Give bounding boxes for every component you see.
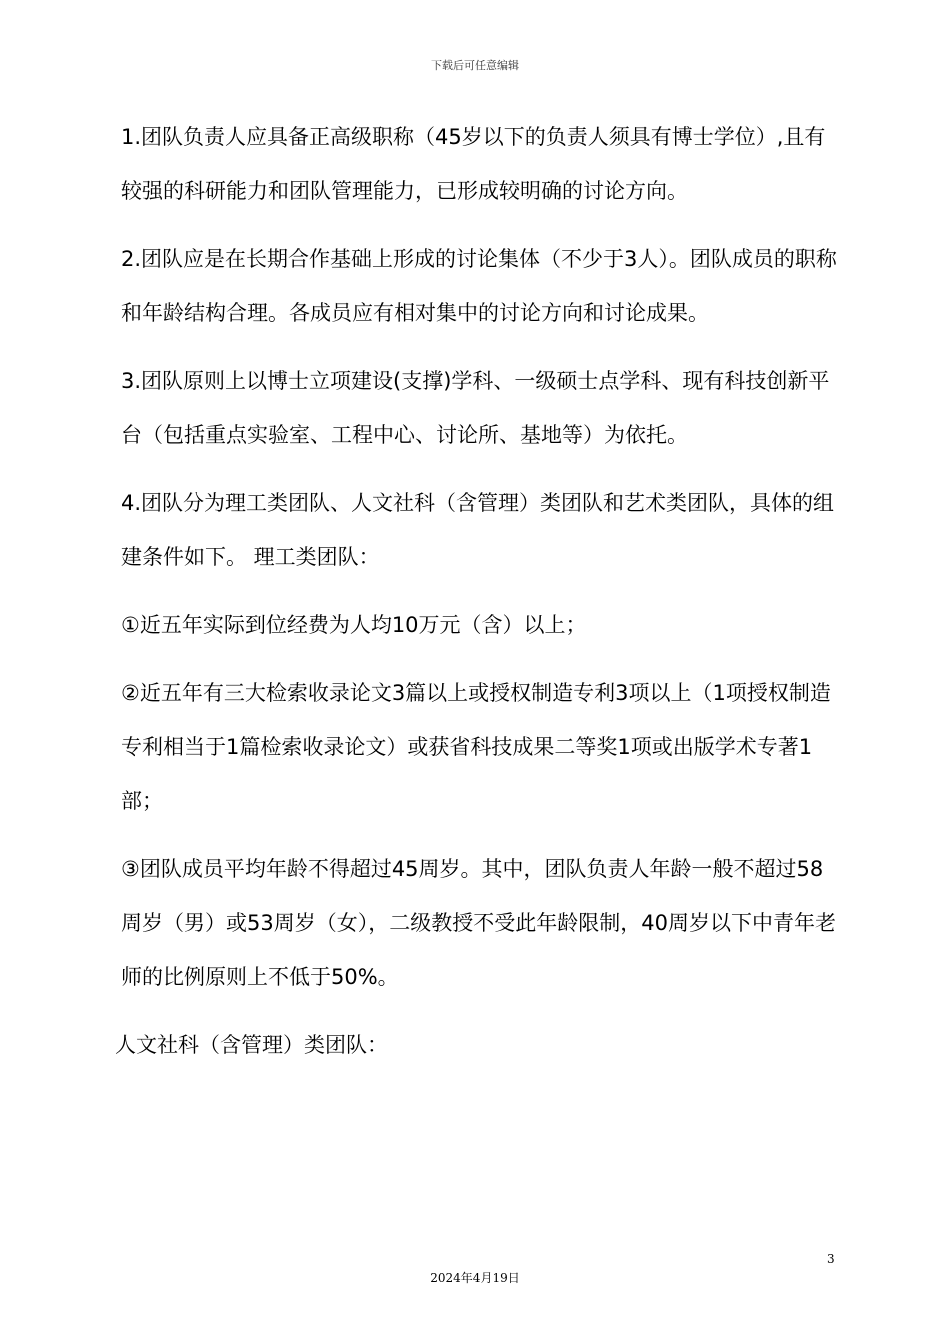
document-body [115,110,840,1086]
paragraph-4: 4.团队分为理工类团队、人文社科（含管理）类团队和艺术类团队，具体的组建条件如下。 理工类团队： [121,491,835,569]
list-item-2: ②近五年有三大检索收录论文3篇以上或授权制造专利3项以上（1项授权制造专利相当于1篇检索收录论文）或获省科技成果二等奖1项或出版学术专著1部； [121,681,831,813]
header-note: 下载后可任意编辑 [431,59,519,72]
footer-date: 2024年4月19日 [430,1271,520,1285]
paragraph-3: 3.团队原则上以博士立项建设(支撑)学科、一级硕士点学科、现有科技创新平台（包括重点实验室、工程中心、讨论所、基地等）为依托。 [121,369,830,447]
paragraph-1: 1.团队负责人应具备正高级职称（45岁以下的负责人须具有博士学位）,且有较强的科研能力和团队管理能力，已形成较明确的讨论方向。 [121,125,826,203]
section-heading: 人文社科（含管理）类团队： [115,1033,388,1057]
list-item-3: ③团队成员平均年龄不得超过45周岁。其中，团队负责人年龄一般不超过58周岁（男）或53周岁（女），二级教授不受此年龄限制，40周岁以下中青年老师的比例原则上不低于50%。 [121,857,836,989]
list-item-1: ①近五年实际到位经费为人均10万元（含）以上； [121,613,587,637]
paragraph-2: 2.团队应是在长期合作基础上形成的讨论集体（不少于3人）。团队成员的职称和年龄结构合理。各成员应有相对集中的讨论方向和讨论成果。 [121,247,837,325]
page-number: 3 [827,1252,835,1266]
